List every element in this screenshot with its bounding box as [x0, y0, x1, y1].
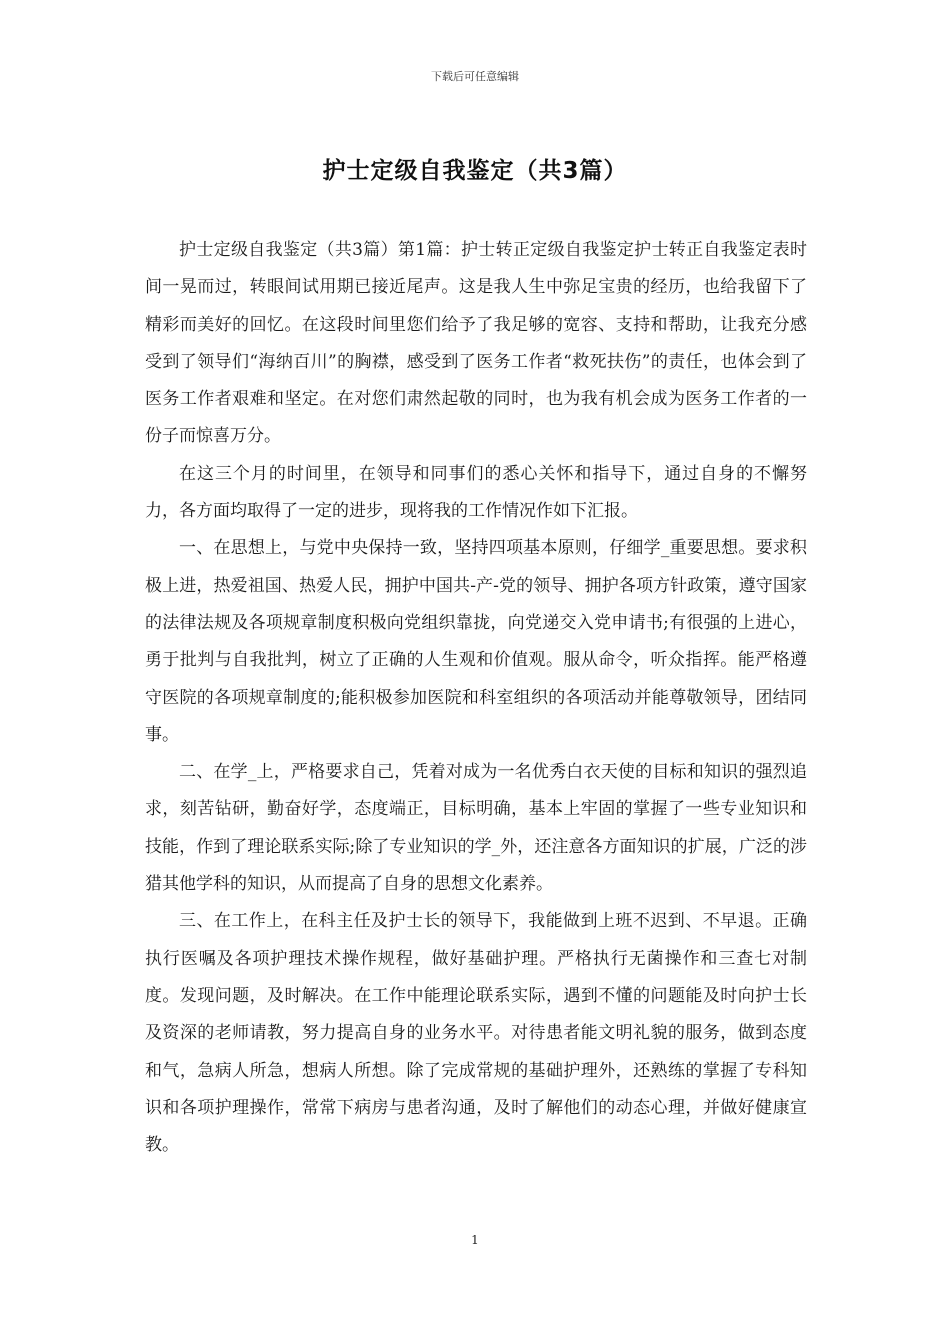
page-number: 1: [471, 1233, 479, 1247]
paragraph-2: 在这三个月的时间里，在领导和同事们的悉心关怀和指导下，通过自身的不懈努力，各方面均取得了一定的进步，现将我的工作情况作如下汇报。: [145, 463, 807, 522]
paragraph-5: 三、在工作上，在科主任及护士长的领导下，我能做到上班不迟到、不早退。正确执行医嘱及各项护理技术操作规程，做好基础护理。严格执行无菌操作和三查七对制度。发现问题，及时解决。在工作中能理论联系实际，遇到不懂的问题能及时向护士长及资深的老师请教，努力提高自身的业务水平。对待患者能文明礼貌的服务，做到态度和气，急病人所急，想病人所想。除了完成常规的基础护理外，还熟练的掌握了专科知识和各项护理操作，常常下病房与患者沟通，及时了解他们的动态心理，并做好健康宣教。: [145, 911, 807, 1156]
document-title: 护士定级自我鉴定（共3篇）: [322, 158, 628, 184]
paragraph-1: 护士定级自我鉴定（共3篇）第1篇：护士转正定级自我鉴定护士转正自我鉴定表时间一晃而过，转眼间试用期已接近尾声。这是我人生中弥足宝贵的经历，也给我留下了精彩而美好的回忆。在这段时间里您们给予了我足够的宽容、支持和帮助，让我充分感受到了领导们“海纳百川”的胸襟，感受到了医务工作者“救死扶伤”的责任，也体会到了医务工作者艰难和坚定。在对您们肃然起敬的同时，也为我有机会成为医务工作者的一份子而惊喜万分。: [145, 240, 807, 447]
header-note: 下载后可任意编辑: [431, 70, 519, 83]
paragraph-4: 二、在学_上，严格要求自己，凭着对成为一名优秀白衣天使的目标和知识的强烈追求，刻苦钻研，勤奋好学，态度端正，目标明确，基本上牢固的掌握了一些专业知识和技能，作到了理论联系实际;除了专业知识的学_外，还注意各方面知识的扩展，广泛的涉猎其他学科的知识，从而提高了自身的思想文化素养。: [145, 762, 807, 895]
paragraph-3: 一、在思想上，与党中央保持一致，坚持四项基本原则，仔细学_重要思想。要求积极上进，热爱祖国、热爱人民，拥护中国共-产-党的领导、拥护各项方针政策，遵守国家的法律法规及各项规章制度积极向党组织靠拢，向党递交入党申请书;有很强的上进心，勇于批判与自我批判，树立了正确的人生观和价值观。服从命令，听众指挥。能严格遵守医院的各项规章制度的;能积极参加医院和科室组织的各项活动并能尊敬领导，团结同事。: [145, 538, 807, 745]
document-body: [145, 232, 807, 1164]
